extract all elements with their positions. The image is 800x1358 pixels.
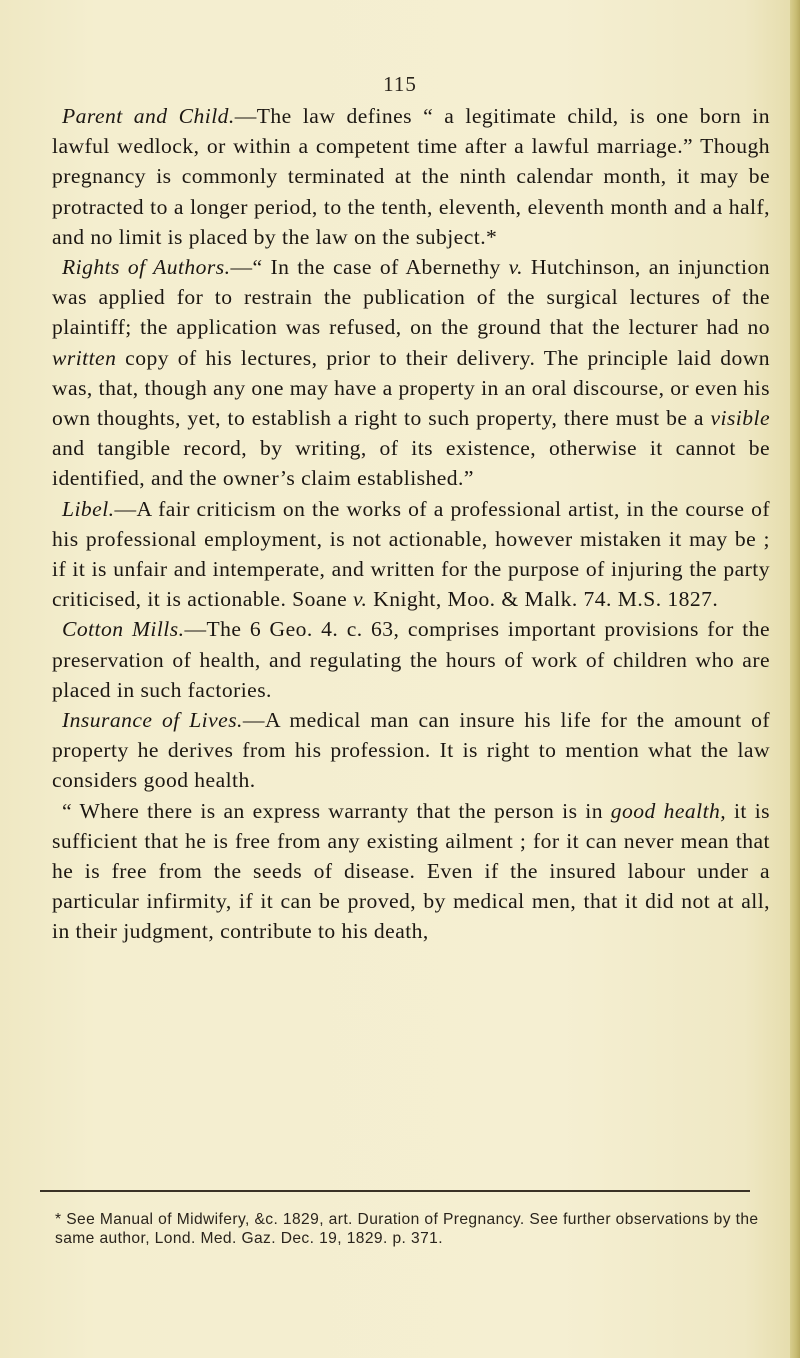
- paragraph-text: —A fair criticism on the works of a professional artist, in the course of his professional employment, is not actionable, however mistaken it may be ; if it is unfair and intemperate, and written for the purpose of injuring the party criticised, it is actionable. Soane: [52, 496, 770, 612]
- paragraph-text: Knight, Moo. & Malk. 74. M.S. 1827.: [367, 587, 719, 612]
- heading-parent-and-child: Parent and Child.: [62, 104, 235, 128]
- paragraph-quotation-good-health: [52, 796, 770, 947]
- paragraph-text: copy of his lectures, prior to their delivery. The principle laid down was, that, though any one may have a property in an oral discourse, or even his own thoughts, yet, to establish a right to such property, there must be a: [52, 345, 770, 431]
- heading-rights-of-authors: Rights of Authors.: [62, 255, 231, 280]
- paragraph-rights-of-authors: [52, 252, 770, 494]
- versus-abbrev: v.: [508, 255, 523, 280]
- emphasis-visible: visible: [710, 406, 770, 431]
- body-text: [52, 101, 770, 947]
- versus-abbrev: v.: [353, 587, 368, 612]
- paragraph-text: —The law defines “ a legitimate child, is one born in lawful wedlock, or within a competent time after a lawful marriage.” Though pregnancy is commonly terminated at the ninth calendar month, it may be protracted to a longer period, to the tenth, eleventh, eleventh month and a half, and no limit is placed by the law on the subject.*: [52, 104, 770, 249]
- paragraph-text: it is sufficient that he is free from any existing ailment ; for it can never mean that he is free from the seeds of disease. Even if the insured labour under a particular infirmity, if it can be proved, by medical men, that it did not at all, in their judgment, contribute to his death,: [52, 798, 770, 944]
- paragraph-libel: [52, 494, 770, 615]
- page-edge-shadow: [790, 0, 800, 1358]
- paragraph-text: and tangible record, by writing, of its existence, otherwise it cannot be identified, and the owner’s claim established.”: [52, 436, 770, 491]
- heading-cotton-mills: Cotton Mills.: [62, 617, 185, 642]
- footnote-divider: [40, 1190, 750, 1192]
- paragraph-text: —A medical man can insure his life for the amount of property he derives from his profession. It is right to mention what the law considers good health.: [52, 708, 770, 793]
- paragraph-text: —“ In the case of Abernethy: [230, 255, 509, 280]
- emphasis-good-health: good health,: [610, 798, 727, 823]
- emphasis-written: written: [52, 345, 117, 370]
- paragraph-text: —The 6 Geo. 4. c. 63, comprises important provisions for the preservation of health, and regulating the hours of work of children who are placed in such factories.: [52, 617, 770, 702]
- footnote: * See Manual of Midwifery, &c. 1829, art. Duration of Pregnancy. See further observations by the same author, Lond. Med. Gaz. Dec. 19, 1829. p. 371.: [55, 1211, 759, 1247]
- heading-libel: Libel.: [62, 496, 115, 521]
- paragraph-cotton-mills: [52, 614, 770, 705]
- page-number: 115: [383, 72, 417, 96]
- paragraph-text: Hutchinson, an injunction was applied for to restrain the publication of the surgical lectures of the plaintiff; the application was refused, on the ground that the lecturer had no: [52, 255, 770, 340]
- paragraph-text: “ Where there is an express warranty that the person is in: [62, 798, 611, 823]
- heading-insurance-of-lives: Insurance of Lives.: [62, 708, 243, 733]
- paragraph-insurance-of-lives: [52, 705, 770, 796]
- paragraph-parent-and-child: [52, 101, 770, 252]
